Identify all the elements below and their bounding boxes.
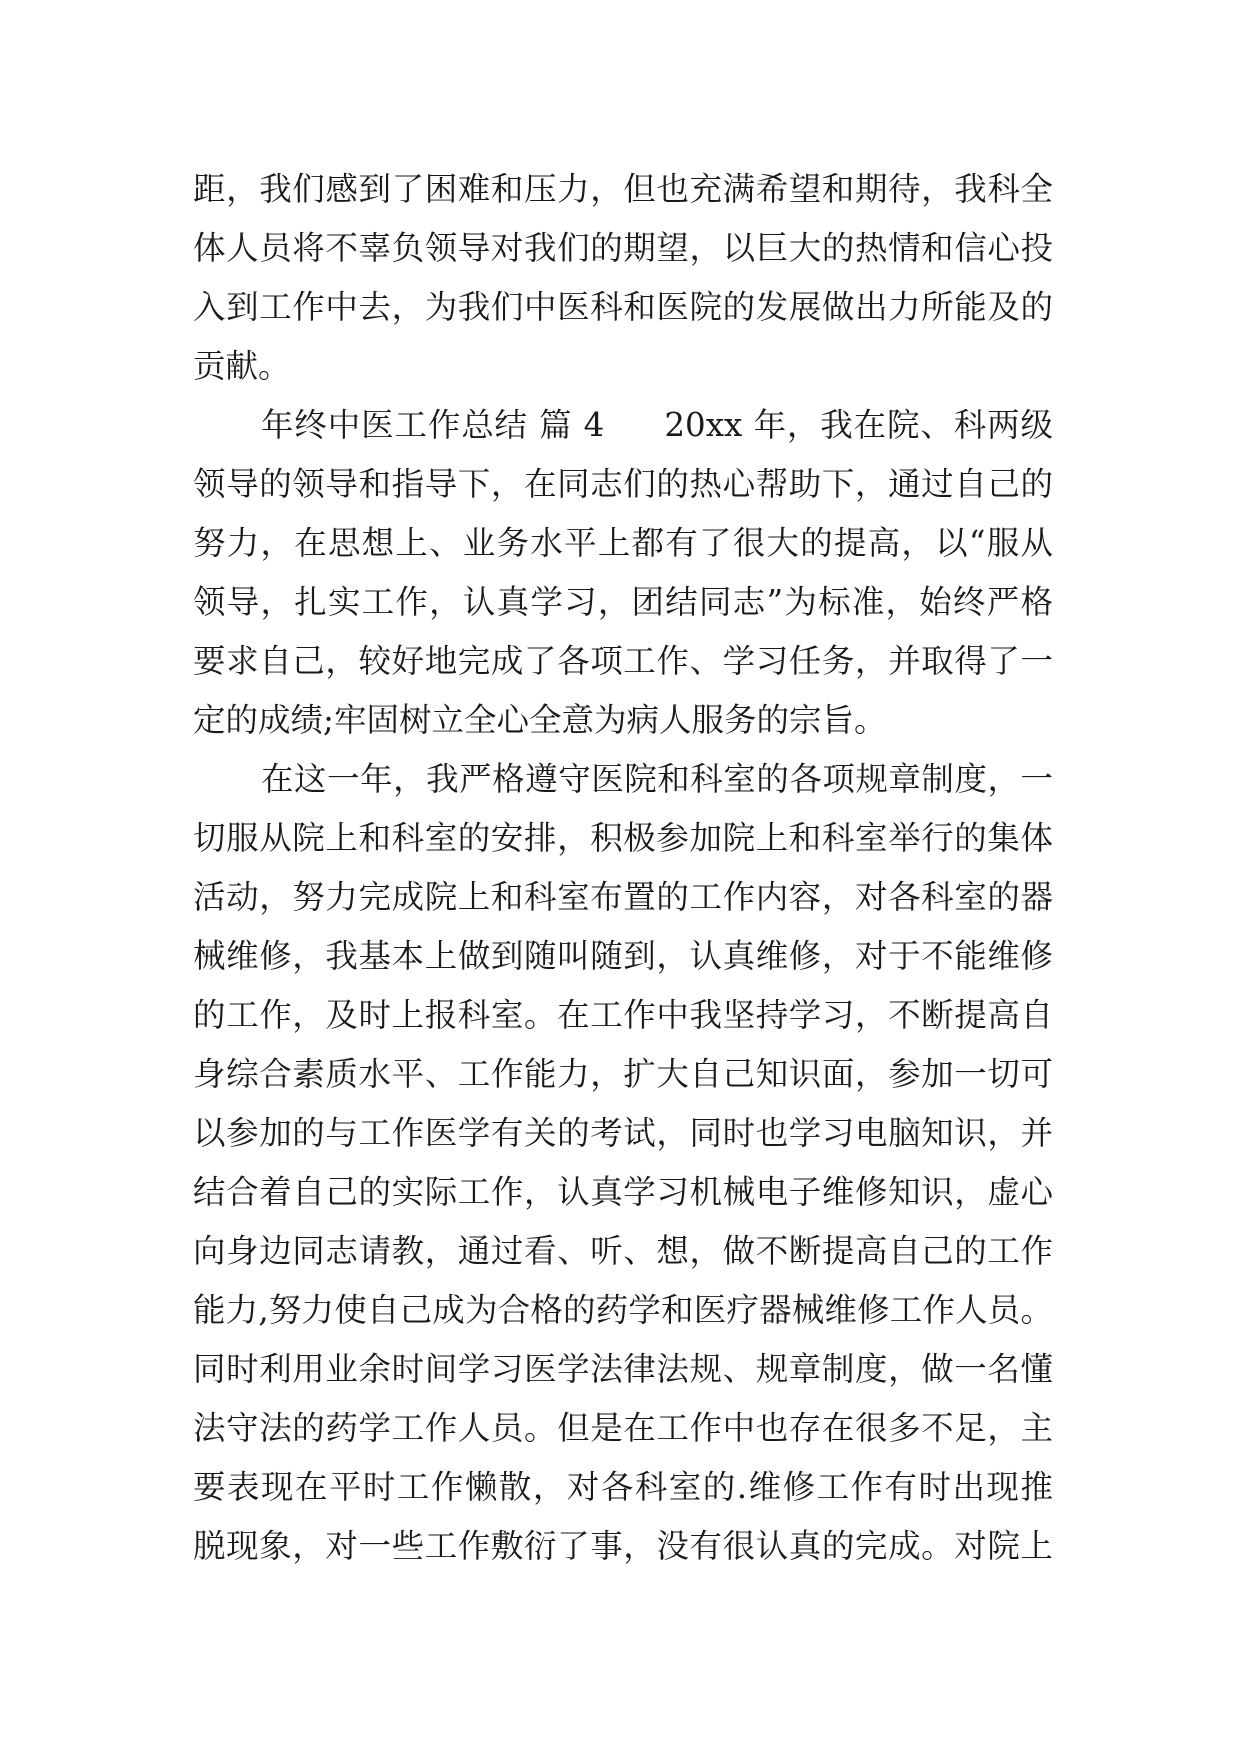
text-line: 身综合素质水平、工作能力，扩大自己知识面，参加一切可 (193, 1055, 1053, 1093)
text-line: 体人员将不辜负领导对我们的期望，以巨大的热情和信心投 (193, 229, 1053, 267)
text-line: 切服从院上和科室的安排，积极参加院上和科室举行的集体 (193, 819, 1053, 857)
text-line: 结合着自己的实际工作，认真学习机械电子维修知识，虚心 (193, 1173, 1053, 1211)
text-line: 能力,努力使自己成为合格的药学和医疗器械维修工作人员。 (193, 1291, 1053, 1329)
text-line: 距，我们感到了困难和压力，但也充满希望和期待，我科全 (193, 170, 1053, 208)
text-line: 同时利用业余时间学习医学法律法规、规章制度，做一名懂 (193, 1350, 1053, 1388)
text-line: 向身边同志请教，通过看、听、想，做不断提高自己的工作 (193, 1232, 1053, 1270)
document-body (193, 160, 1053, 1576)
paragraph-3 (193, 750, 1053, 1576)
text-line: 入到工作中去，为我们中医科和医院的发展做出力所能及的 (193, 288, 1053, 326)
text-line: 法守法的药学工作人员。但是在工作中也存在很多不足，主 (193, 1409, 1053, 1447)
paragraph-1 (193, 160, 1053, 396)
text-line: 械维修，我基本上做到随叫随到，认真维修，对于不能维修 (193, 937, 1053, 975)
text-fragment: 20xx 年，我在院、科两级 (664, 406, 1053, 444)
text-line: 努力，在思想上、业务水平上都有了很大的提高，以“服从 (193, 524, 1053, 562)
text-line: 以参加的与工作医学有关的考试，同时也学习电脑知识，并 (193, 1114, 1053, 1152)
paragraph-2 (193, 396, 1053, 750)
heading-line (193, 396, 1053, 455)
text-line: 贡献。 (193, 347, 291, 385)
text-line: 活动，努力完成院上和科室布置的工作内容，对各科室的器 (193, 878, 1053, 916)
text-line: 在这一年，我严格遵守医院和科室的各项规章制度，一 (261, 760, 1053, 798)
text-line: 定的成绩;牢固树立全心全意为病人服务的宗旨。 (193, 701, 887, 739)
text-line: 脱现象，对一些工作敷衍了事，没有很认真的完成。对院上 (193, 1527, 1053, 1565)
text-line: 领导，扎实工作，认真学习，团结同志”为标准，始终严格 (193, 583, 1053, 621)
text-line: 的工作，及时上报科室。在工作中我坚持学习，不断提高自 (193, 996, 1053, 1034)
text-line: 要求自己，较好地完成了各项工作、学习任务，并取得了一 (193, 642, 1053, 680)
text-line: 要表现在平时工作懒散，对各科室的.维修工作有时出现推 (193, 1468, 1053, 1506)
text-line: 领导的领导和指导下，在同志们的热心帮助下，通过自己的 (193, 465, 1053, 503)
section-heading: 年终中医工作总结 篇 4 (261, 406, 605, 444)
